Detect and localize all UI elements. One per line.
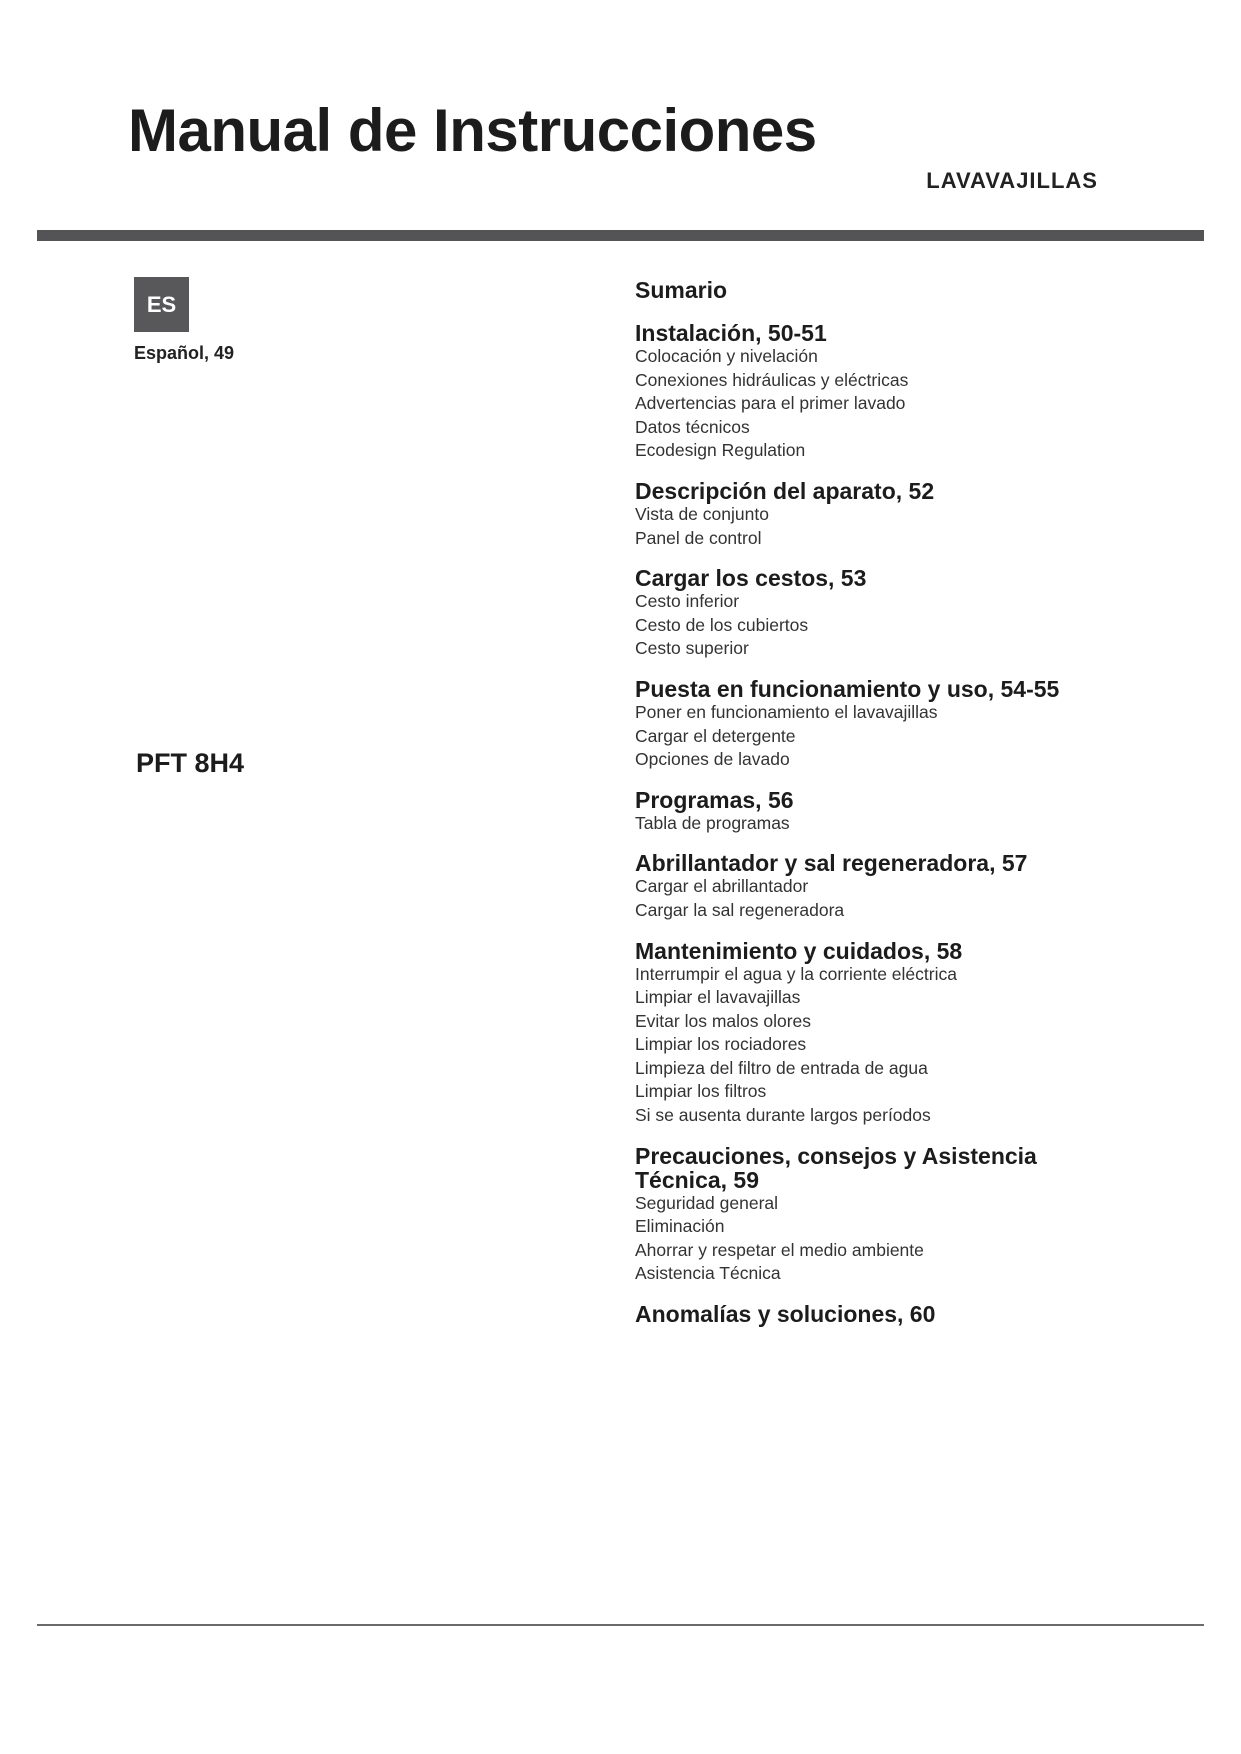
toc-item: Cesto inferior [635, 591, 740, 612]
toc-section [635, 788, 1095, 836]
toc-item: Asistencia Técnica [635, 1263, 781, 1284]
toc-item-list [635, 590, 1095, 661]
toc-section [635, 566, 1095, 661]
toc-item: Limpiar los filtros [635, 1081, 767, 1102]
model-name: PFT 8H4 [136, 748, 245, 778]
page-title: Manual de Instrucciones [128, 97, 817, 164]
toc-item: Tabla de programas [635, 812, 790, 833]
header-divider [37, 230, 1204, 241]
toc-item: Limpiar el lavavajillas [635, 987, 801, 1008]
toc-title: Sumario [635, 277, 728, 303]
toc-section-heading: Instalación, 50-51 [635, 320, 827, 346]
toc-section [635, 321, 1095, 463]
toc-section-heading: Precauciones, consejos y Asistencia Técnica, 59 [635, 1142, 1037, 1193]
toc-section-heading: Programas, 56 [635, 786, 794, 813]
toc-section [635, 1144, 1095, 1286]
toc-sections [635, 321, 1095, 1326]
toc-section-heading: Mantenimiento y cuidados, 58 [635, 937, 963, 964]
toc-item: Eliminación [635, 1216, 725, 1237]
toc-item: Opciones de lavado [635, 749, 790, 770]
toc-item: Advertencias para el primer lavado [635, 393, 906, 414]
toc-item: Datos técnicos [635, 416, 750, 437]
toc-section [635, 1302, 1095, 1326]
toc-item: Interrumpir el agua y la corriente eléctrica [635, 963, 957, 984]
toc-section [635, 851, 1095, 922]
toc-section-heading: Anomalías y soluciones, 60 [635, 1301, 936, 1328]
toc-item: Si se ausenta durante largos períodos [635, 1105, 931, 1126]
toc-section [635, 479, 1095, 550]
toc-item: Cargar el detergente [635, 725, 796, 746]
toc-item: Ahorrar y respetar el medio ambiente [635, 1239, 924, 1260]
toc-item: Evitar los malos olores [635, 1010, 812, 1031]
toc-item-list [635, 503, 1095, 550]
toc-item-list [635, 701, 1095, 772]
toc-item-list [635, 345, 1095, 463]
toc-item: Cargar el abrillantador [635, 876, 809, 897]
toc-section-heading: Abrillantador y sal regeneradora, 57 [635, 850, 1028, 877]
language-label: Español, 49 [134, 343, 235, 363]
toc-section-heading: Cargar los cestos, 53 [635, 565, 867, 592]
toc-item-list [635, 875, 1095, 922]
toc-item: Cesto de los cubiertos [635, 614, 809, 635]
toc-section [635, 939, 1095, 1128]
toc-item: Limpiar los rociadores [635, 1034, 807, 1055]
toc-section-heading: Descripción del aparato, 52 [635, 477, 935, 504]
toc-item: Limpieza del filtro de entrada de agua [635, 1057, 928, 1078]
language-badge: ES [134, 277, 189, 332]
toc-item: Conexiones hidráulicas y eléctricas [635, 369, 909, 390]
toc-item: Colocación y nivelación [635, 346, 818, 366]
toc-item-list [635, 1192, 1095, 1286]
toc-item: Seguridad general [635, 1192, 779, 1213]
toc-section [635, 677, 1095, 772]
toc-item: Ecodesign Regulation [635, 440, 806, 461]
toc-item: Panel de control [635, 527, 762, 548]
toc-item: Poner en funcionamiento el lavavajillas [635, 701, 938, 722]
footer-divider [37, 1624, 1204, 1626]
table-of-contents [635, 275, 1095, 1342]
toc-item-list [635, 812, 1095, 836]
product-type: LAVAVAJILLAS [926, 168, 1098, 193]
toc-item: Cargar la sal regeneradora [635, 899, 845, 920]
toc-item-list [635, 963, 1095, 1128]
toc-item: Cesto superior [635, 638, 749, 659]
toc-item: Vista de conjunto [635, 503, 769, 524]
toc-section-heading: Puesta en funcionamiento y uso, 54-55 [635, 675, 1060, 702]
